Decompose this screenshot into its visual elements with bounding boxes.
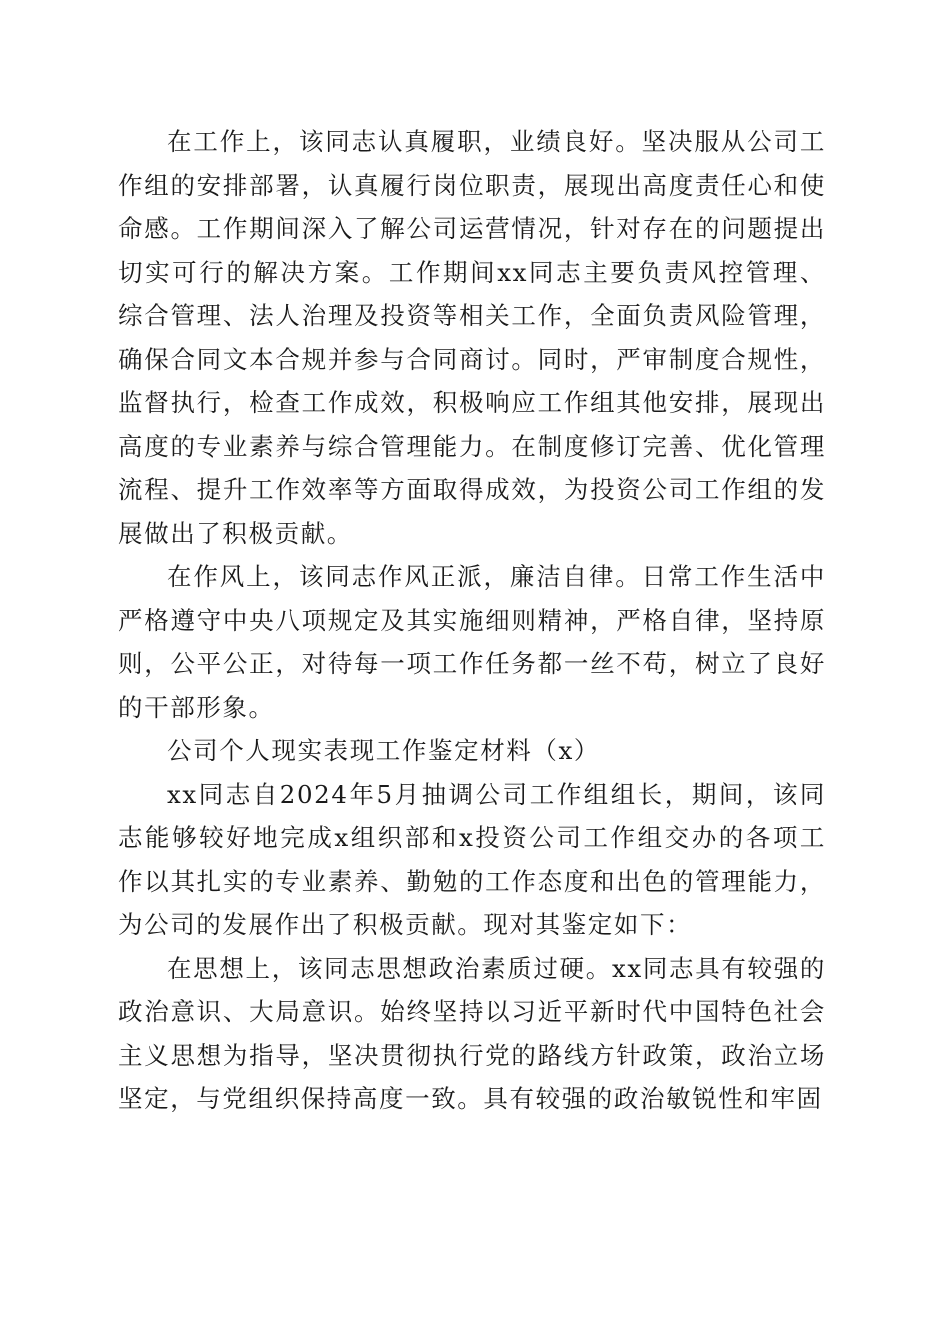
section-title: 公司个人现实表现工作鉴定材料（x） bbox=[167, 736, 601, 765]
paragraph-ideology: 在思想上，该同志思想政治素质过硬。xx同志具有较强的政治意识、大局意识。始终坚持以习近平新时代中国特色社会主义思想为指导，坚决贯彻执行党的路线方针政策，政治立场坚定，与党组织保持高度一致。具有较强的政治敏锐性和牢固 bbox=[118, 953, 826, 1113]
paragraph-work-style: 在作风上，该同志作风正派，廉洁自律。日常工作生活中严格遵守中央八项规定及其实施细则精神，严格自律，坚持原则，公平公正，对待每一项工作任务都一丝不苟，树立了良好的干部形象。 bbox=[118, 562, 826, 722]
paragraph-work-performance: 在工作上，该同志认真履职，业绩良好。坚决服从公司工作组的安排部署，认真履行岗位职责，展现出高度责任心和使命感。工作期间深入了解公司运营情况，针对存在的问题提出切实可行的解决方案。工作期间xx同志主要负责风控管理、综合管理、法人治理及投资等相关工作，全面负责风险管理，确保合同文本合规并参与合同商讨。同时，严审制度合规性，监督执行，检查工作成效，积极响应工作组其他安排，展现出高度的专业素养与综合管理能力。在制度修订完善、优化管理流程、提升工作效率等方面取得成效，为投资公司工作组的发展做出了积极贡献。 bbox=[118, 127, 826, 548]
paragraph-introduction: xx同志自2024年5月抽调公司工作组组长，期间，该同志能够较好地完成x组织部和x投资公司工作组交办的各项工作以其扎实的专业素养、勤勉的工作态度和出色的管理能力，为公司的发展作出了积极贡献。现对其鉴定如下： bbox=[118, 779, 826, 939]
document-body bbox=[118, 120, 826, 1121]
